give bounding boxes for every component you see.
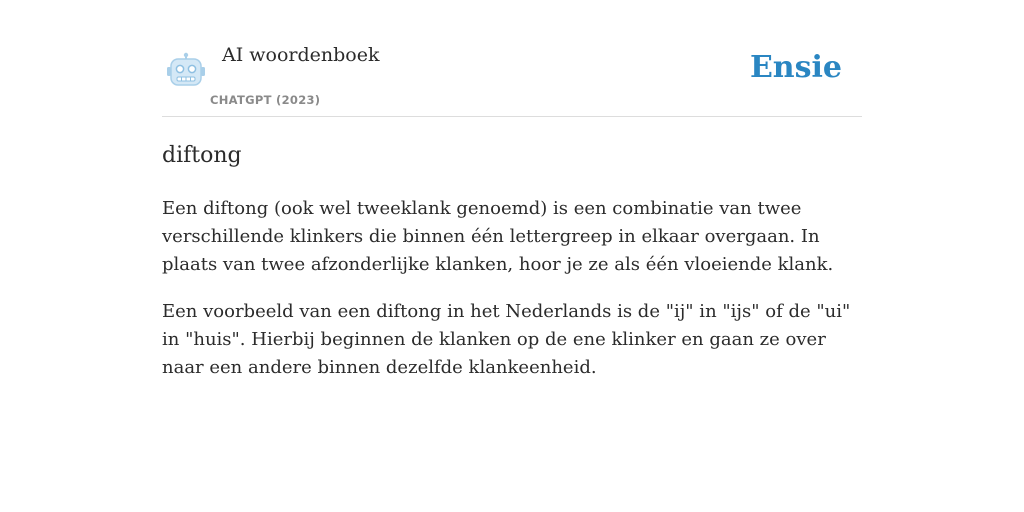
entry-term: diftong [162,143,242,168]
brand-logo-link[interactable]: Ensie [749,50,842,85]
page-container [162,0,862,382]
definition-paragraph: Een diftong (ook wel tweeklank genoemd) is een combinatie van twee verschillende klinkers die binnen één lettergreep in elkaar overgaan. In plaats van twee afzonderlijke klanken, hoor je ze als één vloeiende klank. [162,198,834,275]
header [162,0,862,117]
source-subtitle: CHATGPT (2023) [210,93,321,107]
site-title[interactable]: AI woordenboek [222,44,380,66]
definition-paragraph: Een voorbeeld van een diftong in het Nederlands is de "ij" in "ijs" of de "ui" in "huis". Hierbij beginnen de klanken op de ene klinker en gaan ze over naar een andere binnen dezelfde klankeenheid. [162,301,851,378]
entry-definition [162,195,862,382]
robot-icon [166,52,206,90]
